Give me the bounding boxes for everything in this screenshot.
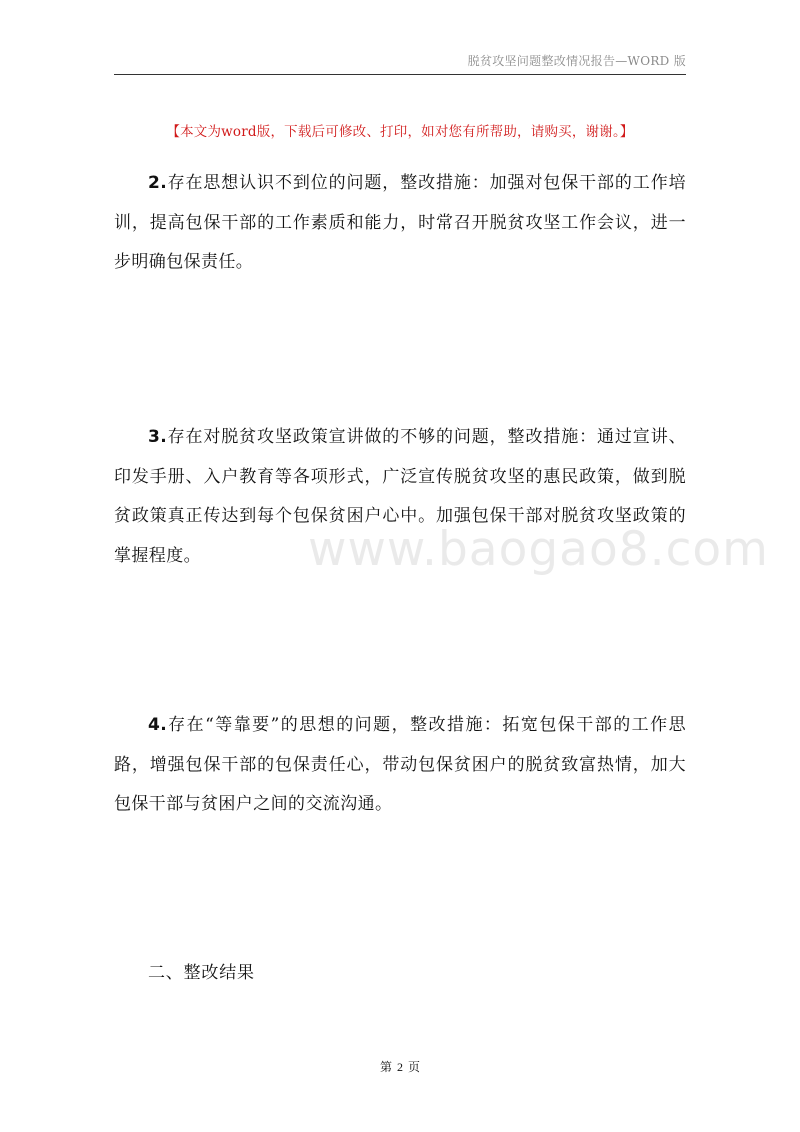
paragraph-number: 2. bbox=[148, 173, 168, 193]
purchase-notice: 【本文为word版，下载后可修改、打印，如对您有所帮助，请购买，谢谢。】 bbox=[166, 124, 634, 140]
paragraph-number: 4. bbox=[148, 715, 168, 735]
measure-paragraph-3 bbox=[114, 418, 686, 576]
paragraph-number: 3. bbox=[148, 427, 168, 447]
paragraph-text: 存在对脱贫攻坚政策宣讲做的不够的问题，整改措施：通过宣讲、印发手册、入户教育等各项形式，广泛宣传脱贫攻坚的惠民政策，做到脱贫政策真正传达到每个包保贫困户心中。加强包保干部对脱贫攻坚政策的掌握程度。 bbox=[114, 427, 686, 566]
measure-paragraph-4 bbox=[114, 706, 686, 825]
page-label-suffix: 页 bbox=[408, 1060, 421, 1074]
measure-paragraph-2 bbox=[114, 164, 686, 283]
page-label-prefix: 第 bbox=[379, 1060, 392, 1074]
paragraph-text: 存在“等靠要”的思想的问题，整改措施：拓宽包保干部的工作思路，增强包保干部的包保责任心，带动包保贫困户的脱贫致富热情，加大包保干部与贫困户之间的交流沟通。 bbox=[114, 715, 686, 814]
watermark: www.baogao8.com bbox=[308, 522, 769, 577]
header-divider bbox=[114, 74, 686, 75]
page-footer bbox=[0, 1058, 800, 1075]
running-header: 脱贫攻坚问题整改情况报告—WORD 版 bbox=[467, 54, 686, 68]
paragraph-text: 存在思想认识不到位的问题，整改措施：加强对包保干部的工作培训，提高包保干部的工作素质和能力，时常召开脱贫攻坚工作会议，进一步明确包保责任。 bbox=[114, 173, 686, 272]
section-heading: 二、整改结果 bbox=[148, 963, 255, 983]
page-number: 2 bbox=[397, 1060, 403, 1074]
